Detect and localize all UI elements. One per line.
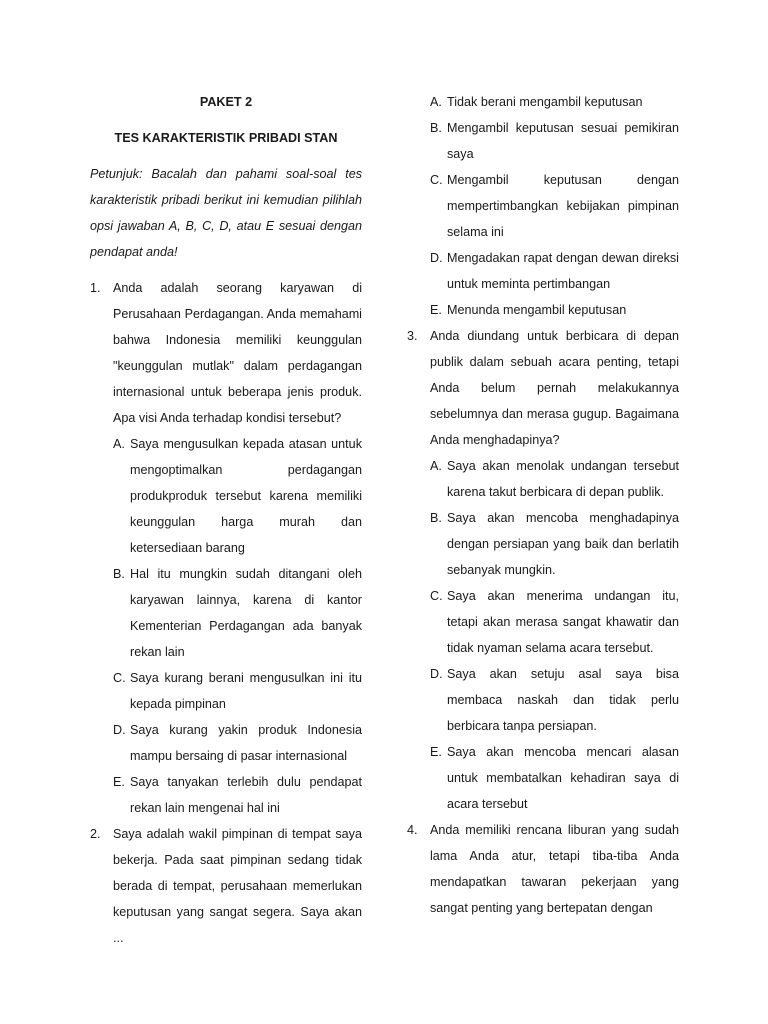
option-letter: C. <box>430 589 443 603</box>
option-d <box>430 245 679 297</box>
question-3 <box>407 323 679 817</box>
question-2 <box>90 821 362 951</box>
question-text: Saya adalah wakil pimpinan di tempat saya bekerja. Pada saat pimpinan sedang tidak berada di tempat, perusahaan memerlukan keputusan yang sangat segera. Saya akan ... <box>113 827 362 945</box>
option-b <box>430 115 679 167</box>
option-text: Menunda mengambil keputusan <box>447 303 627 317</box>
option-letter: C. <box>430 173 443 187</box>
package-label: PAKET 2 <box>199 95 253 109</box>
option-d <box>430 661 679 739</box>
option-text: Hal itu mungkin sudah ditangani oleh karyawan lainnya, karena di kantor Kementerian Perdagangan ada banyak rekan lain <box>130 567 362 659</box>
option-letter: D. <box>430 667 443 681</box>
option-text: Saya mengusulkan kepada atasan untuk mengoptimalkan perdagangan produkproduk tersebut karena memiliki keunggulan harga murah dan ketersediaan barang <box>130 437 362 555</box>
question-number: 2. <box>90 827 101 841</box>
option-a <box>113 431 362 561</box>
right-column <box>407 89 679 921</box>
option-letter: A. <box>430 95 442 109</box>
option-c <box>113 665 362 717</box>
question-text: Anda memiliki rencana liburan yang sudah lama Anda atur, tetapi tiba-tiba Anda mendapatkan tawaran pekerjaan yang sangat penting yang bertepatan dengan <box>430 823 679 915</box>
option-e <box>113 769 362 821</box>
instructions: Petunjuk: Bacalah dan pahami soal-soal tes karakteristik pribadi berikut ini kemudian pilihlah opsi jawaban A, B, C, D, atau E sesuai dengan pendapat anda! <box>90 167 362 259</box>
question-4 <box>407 817 679 921</box>
option-letter: E. <box>113 775 125 789</box>
option-text: Saya akan setuju asal saya bisa membaca naskah dan tidak perlu berbicara tanpa persiapan. <box>447 667 679 733</box>
option-letter: D. <box>113 723 126 737</box>
question-number: 3. <box>407 329 418 343</box>
option-letter: B. <box>113 567 125 581</box>
option-e <box>430 739 679 817</box>
option-text: Saya akan mencoba menghadapinya dengan persiapan yang baik dan berlatih sebanyak mungkin. <box>447 511 679 577</box>
option-text: Saya akan menolak undangan tersebut karena takut berbicara di depan publik. <box>447 459 679 499</box>
option-text: Mengadakan rapat dengan dewan direksi untuk meminta pertimbangan <box>447 251 679 291</box>
question-text: Anda diundang untuk berbicara di depan publik dalam sebuah acara penting, tetapi Anda belum pernah melakukannya sebelumnya dan merasa gugup. Bagaimana Anda menghadapinya? <box>430 329 679 447</box>
option-text: Mengambil keputusan sesuai pemikiran saya <box>447 121 679 161</box>
option-letter: E. <box>430 303 442 317</box>
option-text: Saya tanyakan terlebih dulu pendapat rekan lain mengenai hal ini <box>130 775 362 815</box>
option-letter: B. <box>430 121 442 135</box>
option-letter: C. <box>113 671 126 685</box>
question-1 <box>90 275 362 821</box>
question-number: 4. <box>407 823 418 837</box>
option-b <box>430 505 679 583</box>
page-title: TES KARAKTERISTIK PRIBADI STAN <box>114 131 338 145</box>
option-letter: B. <box>430 511 442 525</box>
option-a <box>430 453 679 505</box>
option-text: Saya akan mencoba mencari alasan untuk membatalkan kehadiran saya di acara tersebut <box>447 745 679 811</box>
option-letter: A. <box>113 437 125 451</box>
option-text: Saya kurang berani mengusulkan ini itu kepada pimpinan <box>130 671 362 711</box>
option-letter: D. <box>430 251 443 265</box>
option-text: Saya akan menerima undangan itu, tetapi akan merasa sangat khawatir dan tidak nyaman selama acara tersebut. <box>447 589 679 655</box>
question-number: 1. <box>90 281 101 295</box>
option-a <box>430 89 679 115</box>
option-text: Saya kurang yakin produk Indonesia mampu bersaing di pasar internasional <box>130 723 362 763</box>
option-letter: E. <box>430 745 442 759</box>
option-c <box>430 167 679 245</box>
question-2-options <box>407 89 679 323</box>
option-text: Mengambil keputusan dengan mempertimbangkan kebijakan pimpinan selama ini <box>447 173 679 239</box>
option-c <box>430 583 679 661</box>
option-letter: A. <box>430 459 442 473</box>
option-e <box>430 297 679 323</box>
option-b <box>113 561 362 665</box>
question-text: Anda adalah seorang karyawan di Perusahaan Perdagangan. Anda memahami bahwa Indonesia memiliki keunggulan "keunggulan mutlak" dalam perdagangan internasional untuk beberapa jenis produk. Apa visi Anda terhadap kondisi tersebut? <box>113 281 362 425</box>
option-d <box>113 717 362 769</box>
left-column <box>90 89 362 951</box>
option-text: Tidak berani mengambil keputusan <box>447 95 643 109</box>
